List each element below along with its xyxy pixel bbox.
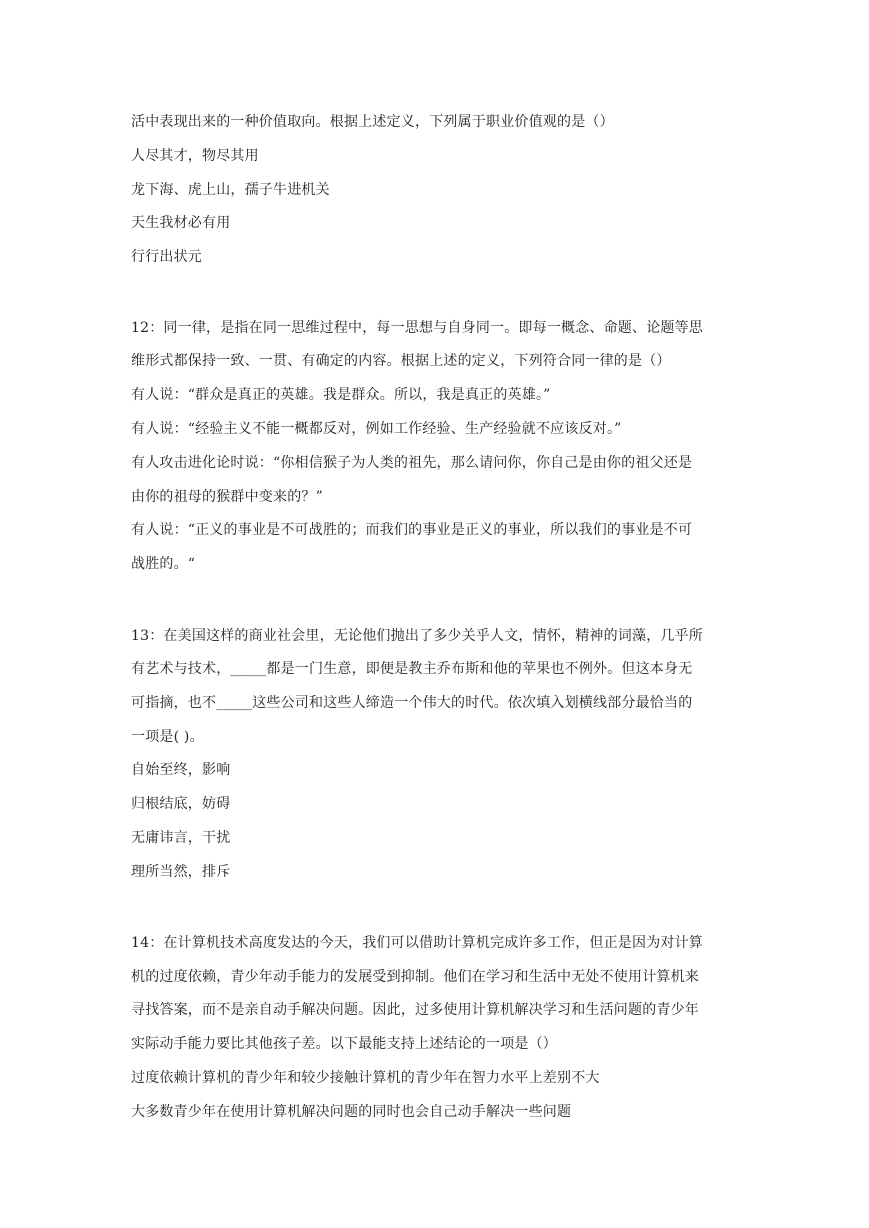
q12-option-d-cont: 战胜的。“ bbox=[131, 556, 196, 572]
q13-option-a: 自始至终，影响 bbox=[131, 762, 231, 778]
q13-option-c: 无庸讳言，干扰 bbox=[131, 830, 231, 846]
q11-option-a: 人尽其才，物尽其用 bbox=[131, 148, 259, 164]
q13-stem-line: 13：在美国这样的商业社会里，无论他们抛出了多少关乎人文，情怀，精神的词藻，几乎所 bbox=[131, 628, 704, 644]
q14-stem-line: 机的过度依赖，青少年动手能力的发展受到抑制。他们在学习和生活中无处不使用计算机来 bbox=[131, 969, 699, 985]
q12-option-c-cont: 由你的祖母的猴群中变来的？” bbox=[131, 489, 323, 505]
q12-option-c: 有人攻击进化论时说：“你相信猴子为人类的祖先，那么请问你，你自己是由你的祖父还是 bbox=[131, 455, 693, 471]
q11-stem-line: 活中表现出来的一种价值取向。根据上述定义，下列属于职业价值观的是（） bbox=[131, 114, 614, 130]
q12-stem-line: 维形式都保持一致、一贯、有确定的内容。根据上述的定义，下列符合同一律的是（） bbox=[131, 353, 671, 369]
q13-stem-line: 可指摘，也不_____这些公司和这些人缔造一个伟大的时代。依次填入划横线部分最恰当的 bbox=[131, 695, 693, 711]
q11-option-d: 行行出状元 bbox=[131, 249, 202, 265]
q12-option-b: 有人说：“经验主义不能一概都反对，例如工作经验、生产经验就不应该反对。” bbox=[131, 421, 622, 437]
q13-stem-line: 有艺术与技术，_____都是一门生意，即便是教主乔布斯和他的苹果也不例外。但这本身无 bbox=[131, 661, 693, 677]
q14-stem-line: 14：在计算机技术高度发达的今天，我们可以借助计算机完成许多工作，但正是因为对计算 bbox=[131, 935, 704, 951]
q13-option-b: 归根结底，妨碍 bbox=[131, 796, 231, 812]
q11-option-b: 龙下海、虎上山，孺子牛进机关 bbox=[131, 182, 330, 198]
q13-stem-line: 一项是( )。 bbox=[131, 729, 204, 745]
q14-option-a: 过度依赖计算机的青少年和较少接触计算机的青少年在智力水平上差别不大 bbox=[131, 1070, 600, 1086]
q11-option-c: 天生我材必有用 bbox=[131, 215, 231, 231]
q13-option-d: 理所当然，排斥 bbox=[131, 864, 231, 880]
q12-stem-line: 12：同一律，是指在同一思维过程中，每一思想与自身同一。即每一概念、命题、论题等思 bbox=[131, 320, 704, 336]
q12-option-d: 有人说：“正义的事业是不可战胜的；而我们的事业是正义的事业，所以我们的事业是不可 bbox=[131, 522, 693, 538]
q14-stem-line: 寻找答案，而不是亲自动手解决问题。因此，过多使用计算机解决学习和生活问题的青少年 bbox=[131, 1002, 699, 1018]
q14-stem-line: 实际动手能力要比其他孩子差。以下最能支持上述结论的一项是（） bbox=[131, 1036, 557, 1052]
q12-option-a: 有人说：“群众是真正的英雄。我是群众。所以，我是真正的英雄。” bbox=[131, 387, 551, 403]
q14-option-b: 大多数青少年在使用计算机解决问题的同时也会自己动手解决一些问题 bbox=[131, 1104, 572, 1120]
